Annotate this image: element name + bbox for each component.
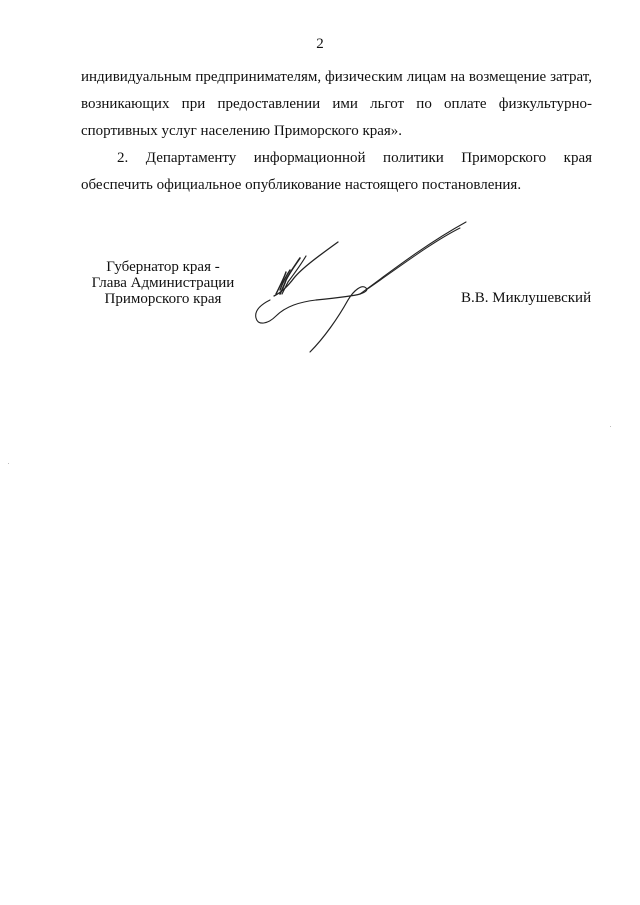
position-line-3: Приморского края [104, 291, 222, 307]
paragraph-1-line-1: индивидуальным предпринимателям, физическим лицам на возмещение затрат, [81, 69, 592, 85]
paragraph-1-line-3: спортивных услуг населению Приморского края». [81, 123, 403, 139]
paragraph-2-line-2: обеспечить официальное опубликование настоящего постановления. [81, 177, 522, 193]
handwritten-signature [240, 220, 480, 370]
paragraph-1-line-2: возникающих при предоставлении ими льгот по оплате физкультурно- [81, 96, 592, 112]
position-line-1: Губернатор края - [106, 259, 220, 275]
scan-speck [610, 426, 611, 427]
page-number: 2 [316, 36, 324, 52]
scan-speck [8, 463, 9, 464]
signer-name: В.В. Миклушевский [461, 290, 592, 306]
position-line-2: Глава Администрации [91, 275, 235, 291]
paragraph-2-line-1: 2. Департаменту информационной политики Приморского края [117, 150, 592, 166]
signatory-position [72, 259, 254, 307]
